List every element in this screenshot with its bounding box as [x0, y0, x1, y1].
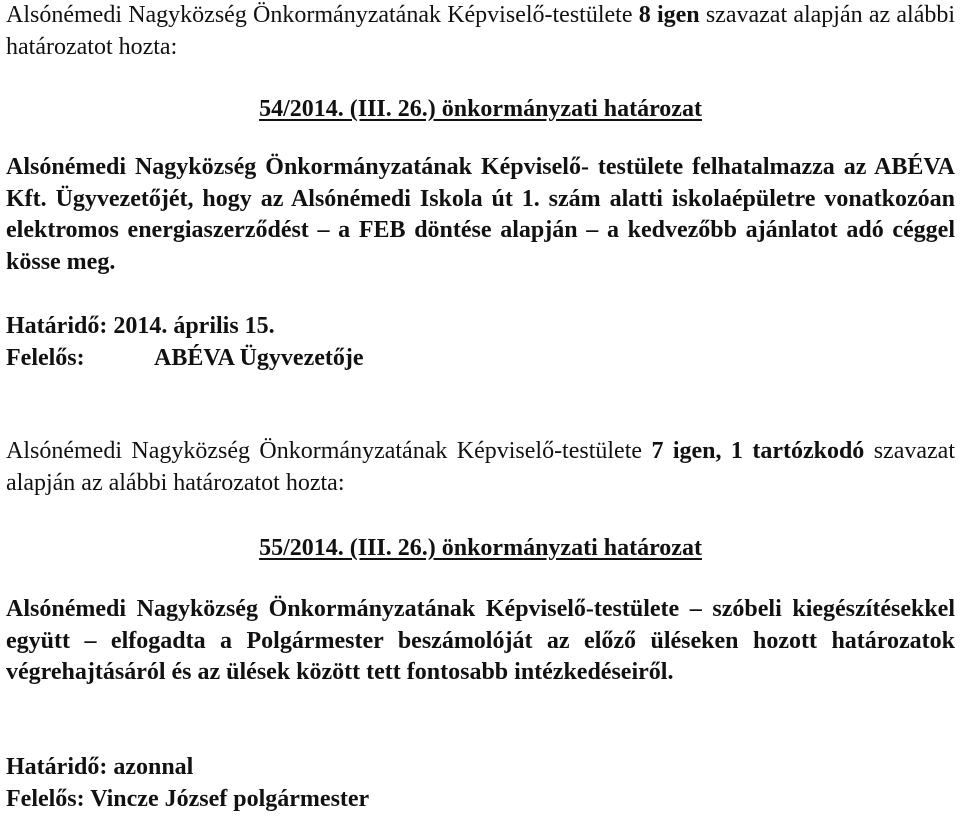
vote-intro-paragraph	[6, 0, 955, 63]
responsible-line-2: Felelős: Vincze József polgármester	[6, 786, 370, 812]
vote-intro-text-2: Alsónémedi Nagyközség Önkormányzatának Képviselő-testülete	[6, 438, 643, 464]
responsible-label: Felelős:	[6, 345, 85, 371]
vote-intro-paragraph-2	[6, 436, 955, 499]
resolution-body-2: Alsónémedi Nagyközség Önkormányzatának Képviselő-testülete – szóbeli kiegészítésekkel együtt – elfogadta a Polgármester beszámolóját az előző üléseken hozott határozatok végrehajtásáról és az ülések között tett fontosabb intézkedéseiről.	[6, 596, 955, 685]
resolution-body: Alsónémedi Nagyközség Önkormányzatának Képviselő- testülete felhatalmazza az ABÉVA Kft. Ügyvezetőjét, hogy az Alsónémedi Iskola út 1. szám alatti iskolaépületre vonatkozóan elektromos energiaszerződést – a FEB döntése alapján – a kedvezőbb ajánlatot adó céggel kösse meg.	[6, 154, 955, 275]
resolution-title-2: 55/2014. (III. 26.) önkormányzati határozat	[259, 535, 702, 561]
deadline-line-2: Határidő: azonnal	[6, 754, 194, 780]
vote-intro-text: Alsónémedi Nagyközség Önkormányzatának Képviselő-testülete	[6, 2, 633, 28]
resolution-title: 54/2014. (III. 26.) önkormányzati határozat	[259, 96, 702, 122]
responsible-value: ABÉVA Ügyvezetője	[154, 345, 364, 371]
responsible-line	[6, 343, 364, 375]
deadline-line	[6, 311, 275, 343]
deadline-value: 2014. április 15.	[113, 313, 275, 339]
vote-count-2: 7 igen, 1 tartózkodó	[651, 438, 865, 464]
vote-intro-rest: szavazat alapján az alábbi határozatot hozta:	[6, 2, 956, 60]
deadline-label: Határidő:	[6, 313, 108, 339]
vote-intro-rest-2: szavazat alapján az alábbi határozatot hozta:	[6, 438, 955, 496]
vote-count: 8 igen	[638, 2, 700, 28]
